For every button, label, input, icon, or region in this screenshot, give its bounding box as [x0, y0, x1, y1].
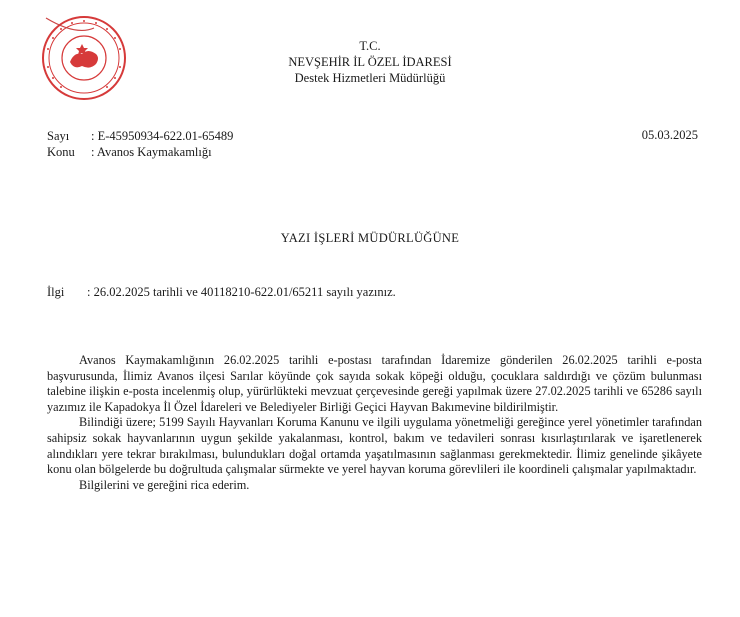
- body-paragraph-1: Avanos Kaymakamlığının 26.02.2025 tarihli e-postası tarafından İdaremize gönderilen 26.02.2025 tarihli e-posta başvurusunda, İlimiz Avanos ilçesi Sarılar köyünde çok sayıda sokak köpeği olduğu, çocuklara saldırdığı ve çözüm bulunması talebine ilişkin e-posta incelenmiş olup, yürürlükteki mevzuat çerçevesinde gereği yapılmak üzere 27.02.2025 tarihli ve 65286 sayılı yazımız ile Kapadokya İl Özel İdareleri ve Belediyeler Birliği Geçici Hayvan Bakımevine bildirilmiştir.: [47, 353, 702, 414]
- recipient-heading: YAZI İŞLERİ MÜDÜRLÜĞÜNE: [280, 231, 460, 245]
- header-country: T.C.: [359, 39, 381, 53]
- konu-label: Konu: [47, 145, 75, 159]
- reference-number-line: [47, 128, 233, 144]
- header-institution: NEVŞEHİR İL ÖZEL İDARESİ: [288, 55, 452, 69]
- body-paragraph-2: Bilindiği üzere; 5199 Sayılı Hayvanları Koruma Kanunu ve ilgili uygulama yönetmeliği gereğince yerel yönetimler tarafından sahipsiz sokak hayvanlarının uygun şekilde yakalanması, kontrol, bakım ve tedavileri sonrası kısırlaştırılarak ve işaretlenerek alındıkları yere tekrar bırakılması, bulundukları doğal ortamda yaşatılmasının sağlanması gerekmektedir. İlimiz genelinde şikâyete konu olan bölgelerde bu doğrultuda çalışmalar sürmekte ve yerel hayvan koruma görevlileri ile koordineli çalışmalar yapılmaktadır.: [47, 415, 702, 477]
- sayi-label: Sayı: [47, 129, 70, 143]
- closing-line: Bilgilerini ve gereğini rica ederim.: [79, 477, 250, 492]
- ilgi-label: İlgi: [47, 285, 65, 299]
- reference-line: [47, 285, 396, 300]
- letter-date: 05.03.2025: [641, 128, 698, 142]
- subject-line: [47, 144, 212, 160]
- konu-value: : Avanos Kaymakamlığı: [91, 145, 212, 159]
- ilgi-value: : 26.02.2025 tarihli ve 40118210-622.01/65211 sayılı yazınız.: [87, 285, 396, 299]
- letter-body: [47, 353, 702, 493]
- header-department: Destek Hizmetleri Müdürlüğü: [294, 71, 446, 85]
- sayi-value: : E-45950934-622.01-65489: [91, 129, 234, 143]
